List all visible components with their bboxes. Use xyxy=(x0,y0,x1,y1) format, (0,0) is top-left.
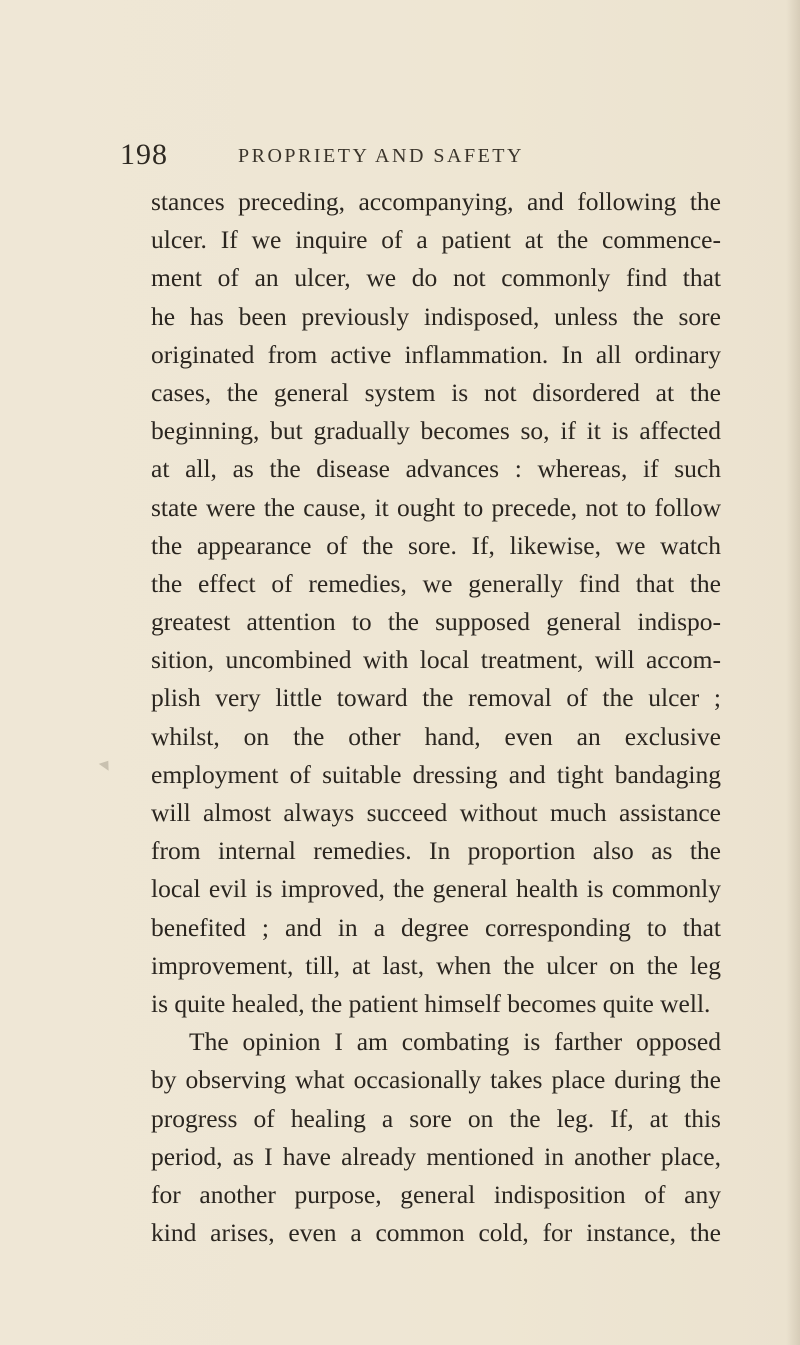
text-line: greatest attention to the supposed general indispo- xyxy=(151,607,721,637)
text-line: the effect of remedies, we generally find that the xyxy=(151,568,721,598)
text-line: at all, as the disease advances : whereas, if such xyxy=(151,454,721,484)
body-text xyxy=(151,183,721,1252)
paragraph-end-line: is quite healed, the patient himself becomes quite well. xyxy=(151,988,711,1018)
text-line: ulcer. If we inquire of a patient at the commence- xyxy=(151,225,721,255)
text-line: originated from active inflammation. In all ordinary xyxy=(151,339,721,369)
page-number: 198 xyxy=(120,138,168,171)
text-line: he has been previously indisposed, unless the sore xyxy=(151,301,721,331)
paragraph-start-line: The opinion I am combating is farther opposed xyxy=(189,1027,721,1057)
text-line: local evil is improved, the general health is commonly xyxy=(151,874,721,904)
text-line: ment of an ulcer, we do not commonly find that xyxy=(151,263,721,293)
page-edge-shadow xyxy=(786,0,800,1345)
page-header xyxy=(120,136,720,176)
text-line: sition, uncombined with local treatment, will accom- xyxy=(151,645,721,675)
text-line: improvement, till, at last, when the ulcer on the leg xyxy=(151,950,721,980)
text-line: the appearance of the sore. If, likewise, we watch xyxy=(151,530,721,560)
paper-blemish xyxy=(99,757,113,770)
text-line: for another purpose, general indisposition of any xyxy=(151,1179,721,1209)
text-line: by observing what occasionally takes place during the xyxy=(151,1065,721,1095)
text-line: employment of suitable dressing and tight bandaging xyxy=(151,759,721,789)
text-line: period, as I have already mentioned in another place, xyxy=(151,1141,721,1171)
text-line: will almost always succeed without much assistance xyxy=(151,798,721,827)
text-line: from internal remedies. In proportion also as the xyxy=(151,836,721,866)
text-line: beginning, but gradually becomes so, if it is affected xyxy=(151,416,721,446)
text-line: progress of healing a sore on the leg. If, at this xyxy=(151,1103,721,1133)
text-line: state were the cause, it ought to precede, not to follow xyxy=(151,492,721,522)
running-head: PROPRIETY AND SAFETY xyxy=(238,145,524,167)
text-line: cases, the general system is not disordered at the xyxy=(151,377,721,407)
text-line: benefited ; and in a degree corresponding to that xyxy=(151,912,721,942)
text-line: whilst, on the other hand, even an exclusive xyxy=(151,721,721,751)
text-line: plish very little toward the removal of the ulcer ; xyxy=(151,683,721,713)
text-line: kind arises, even a common cold, for instance, the xyxy=(151,1218,721,1248)
text-line: stances preceding, accompanying, and following the xyxy=(151,187,721,216)
